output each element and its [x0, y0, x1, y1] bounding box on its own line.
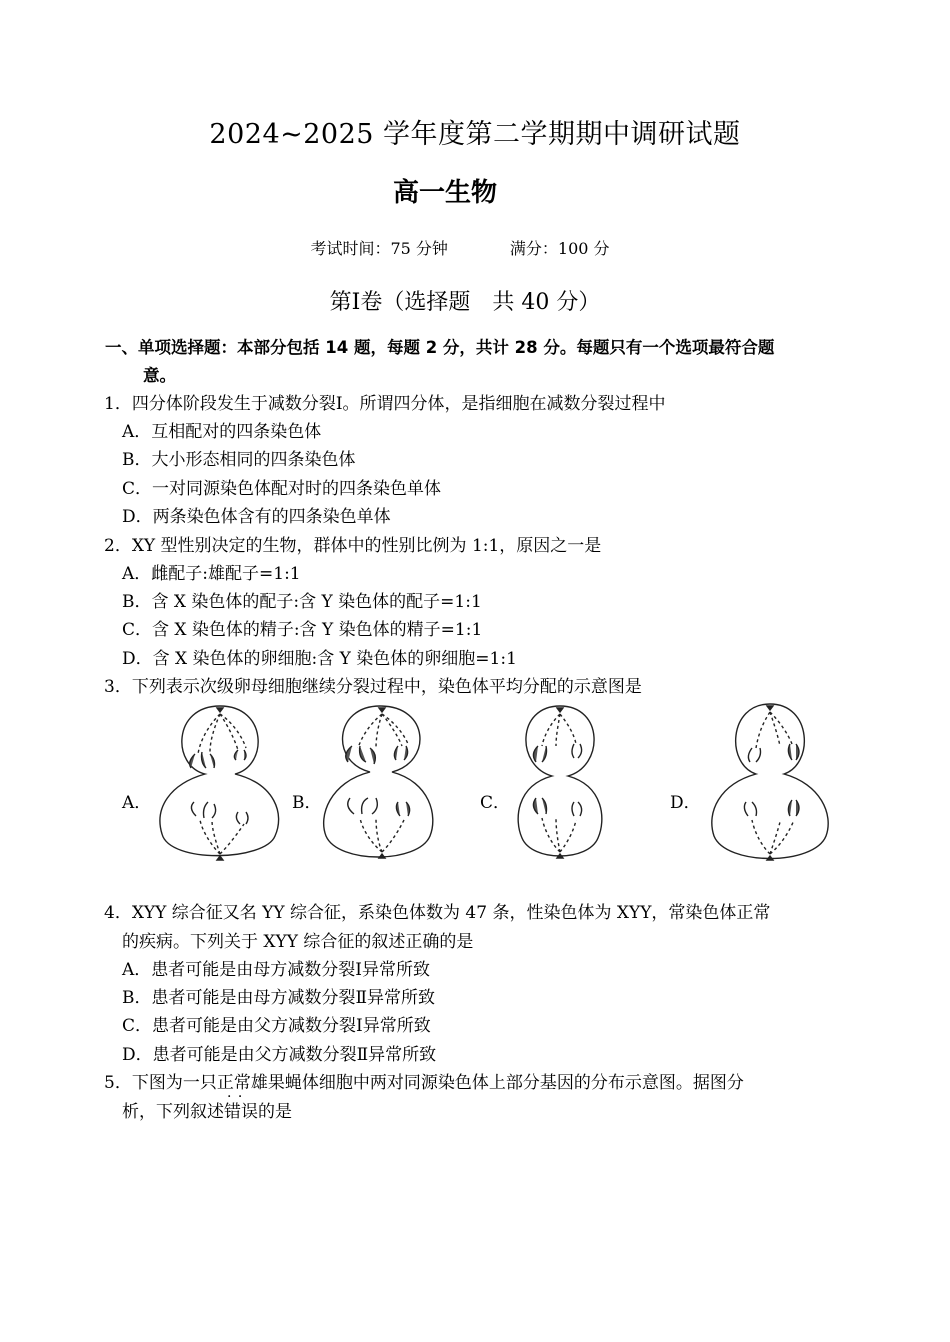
- question-4-option-c: C．患者可能是由父方减数分裂Ⅰ异常所致: [122, 1016, 431, 1036]
- question-2-option-a: A．雌配子:雄配子=1:1: [122, 564, 301, 584]
- section-instruction: [105, 334, 845, 390]
- question-5-emphasis: · · 错误: [224, 1100, 258, 1124]
- exam-time: 考试时间：75 分钟: [310, 239, 448, 258]
- question-4-option-a: A．患者可能是由母方减数分裂Ⅰ异常所致: [122, 960, 430, 980]
- question-4-stem-line-1: 4．XYY 综合征又名 YY 综合征，系染色体数为 47 条，性染色体为 XYY，常染色体正常: [104, 903, 771, 923]
- exam-title: 2024~2025 学年度第二学期期中调研试题: [209, 119, 741, 150]
- question-1-option-c: C．一对同源染色体配对时的四条染色单体: [122, 479, 442, 499]
- cell-d: [712, 704, 828, 860]
- question-5-stem-pre: 析，下列叙述: [122, 1102, 224, 1122]
- figure-label-d: D．: [670, 793, 701, 813]
- figure-label-c: C．: [480, 793, 511, 813]
- question-2-stem: 2．XY 型性别决定的生物，群体中的性别比例为 1:1，原因之一是: [104, 536, 602, 556]
- cell-a: [160, 706, 279, 860]
- exam-meta: [0, 236, 920, 259]
- question-3-stem: 3．下列表示次级卵母细胞继续分裂过程中，染色体平均分配的示意图是: [104, 677, 642, 697]
- question-1-option-a: A．互相配对的四条染色体: [122, 422, 322, 442]
- question-4-option-d: D．患者可能是由父方减数分裂Ⅱ异常所致: [122, 1045, 437, 1065]
- question-1-option-b: B．大小形态相同的四条染色体: [122, 450, 356, 470]
- figure-label-b: B．: [292, 793, 322, 813]
- question-5-stem-line-1: 5．下图为一只正常雄果蝇体细胞中两对同源染色体上部分基因的分布示意图。据图分: [104, 1073, 744, 1093]
- question-5-stem-line-2: [122, 1100, 292, 1124]
- question-1-option-d: D．两条染色体含有的四条染色单体: [122, 507, 391, 527]
- question-4-stem-line-2: 的疾病。下列关于 XYY 综合征的叙述正确的是: [122, 932, 474, 952]
- question-4-option-b: B．患者可能是由母方减数分裂Ⅱ异常所致: [122, 988, 436, 1008]
- question-2-option-c: C．含 X 染色体的精子:含 Y 染色体的精子=1:1: [122, 620, 483, 640]
- question-2-option-b: B．含 X 染色体的配子:含 Y 染色体的配子=1:1: [122, 592, 482, 612]
- question-3-figure: [110, 696, 850, 876]
- question-2-option-d: D．含 X 染色体的卵细胞:含 Y 染色体的卵细胞=1:1: [122, 649, 517, 669]
- instruction-line-2: 意。: [143, 366, 176, 385]
- question-1-stem: 1．四分体阶段发生于减数分裂Ⅰ。所谓四分体，是指细胞在减数分裂过程中: [104, 394, 666, 414]
- part-title: 第Ⅰ卷（选择题 共 40 分）: [329, 290, 601, 315]
- figure-label-a: A．: [122, 793, 152, 813]
- instruction-line-1: 一、单项选择题：本部分包括 14 题，每题 2 分，共计 28 分。每题只有一个选项最符合题: [105, 338, 775, 357]
- subject-title: 高一生物: [392, 178, 497, 208]
- question-5-stem-post: 的是: [258, 1102, 292, 1122]
- cell-c: [518, 706, 602, 858]
- full-score: 满分：100 分: [509, 239, 610, 258]
- cell-b: [324, 706, 433, 858]
- cell-division-diagrams: [110, 696, 850, 876]
